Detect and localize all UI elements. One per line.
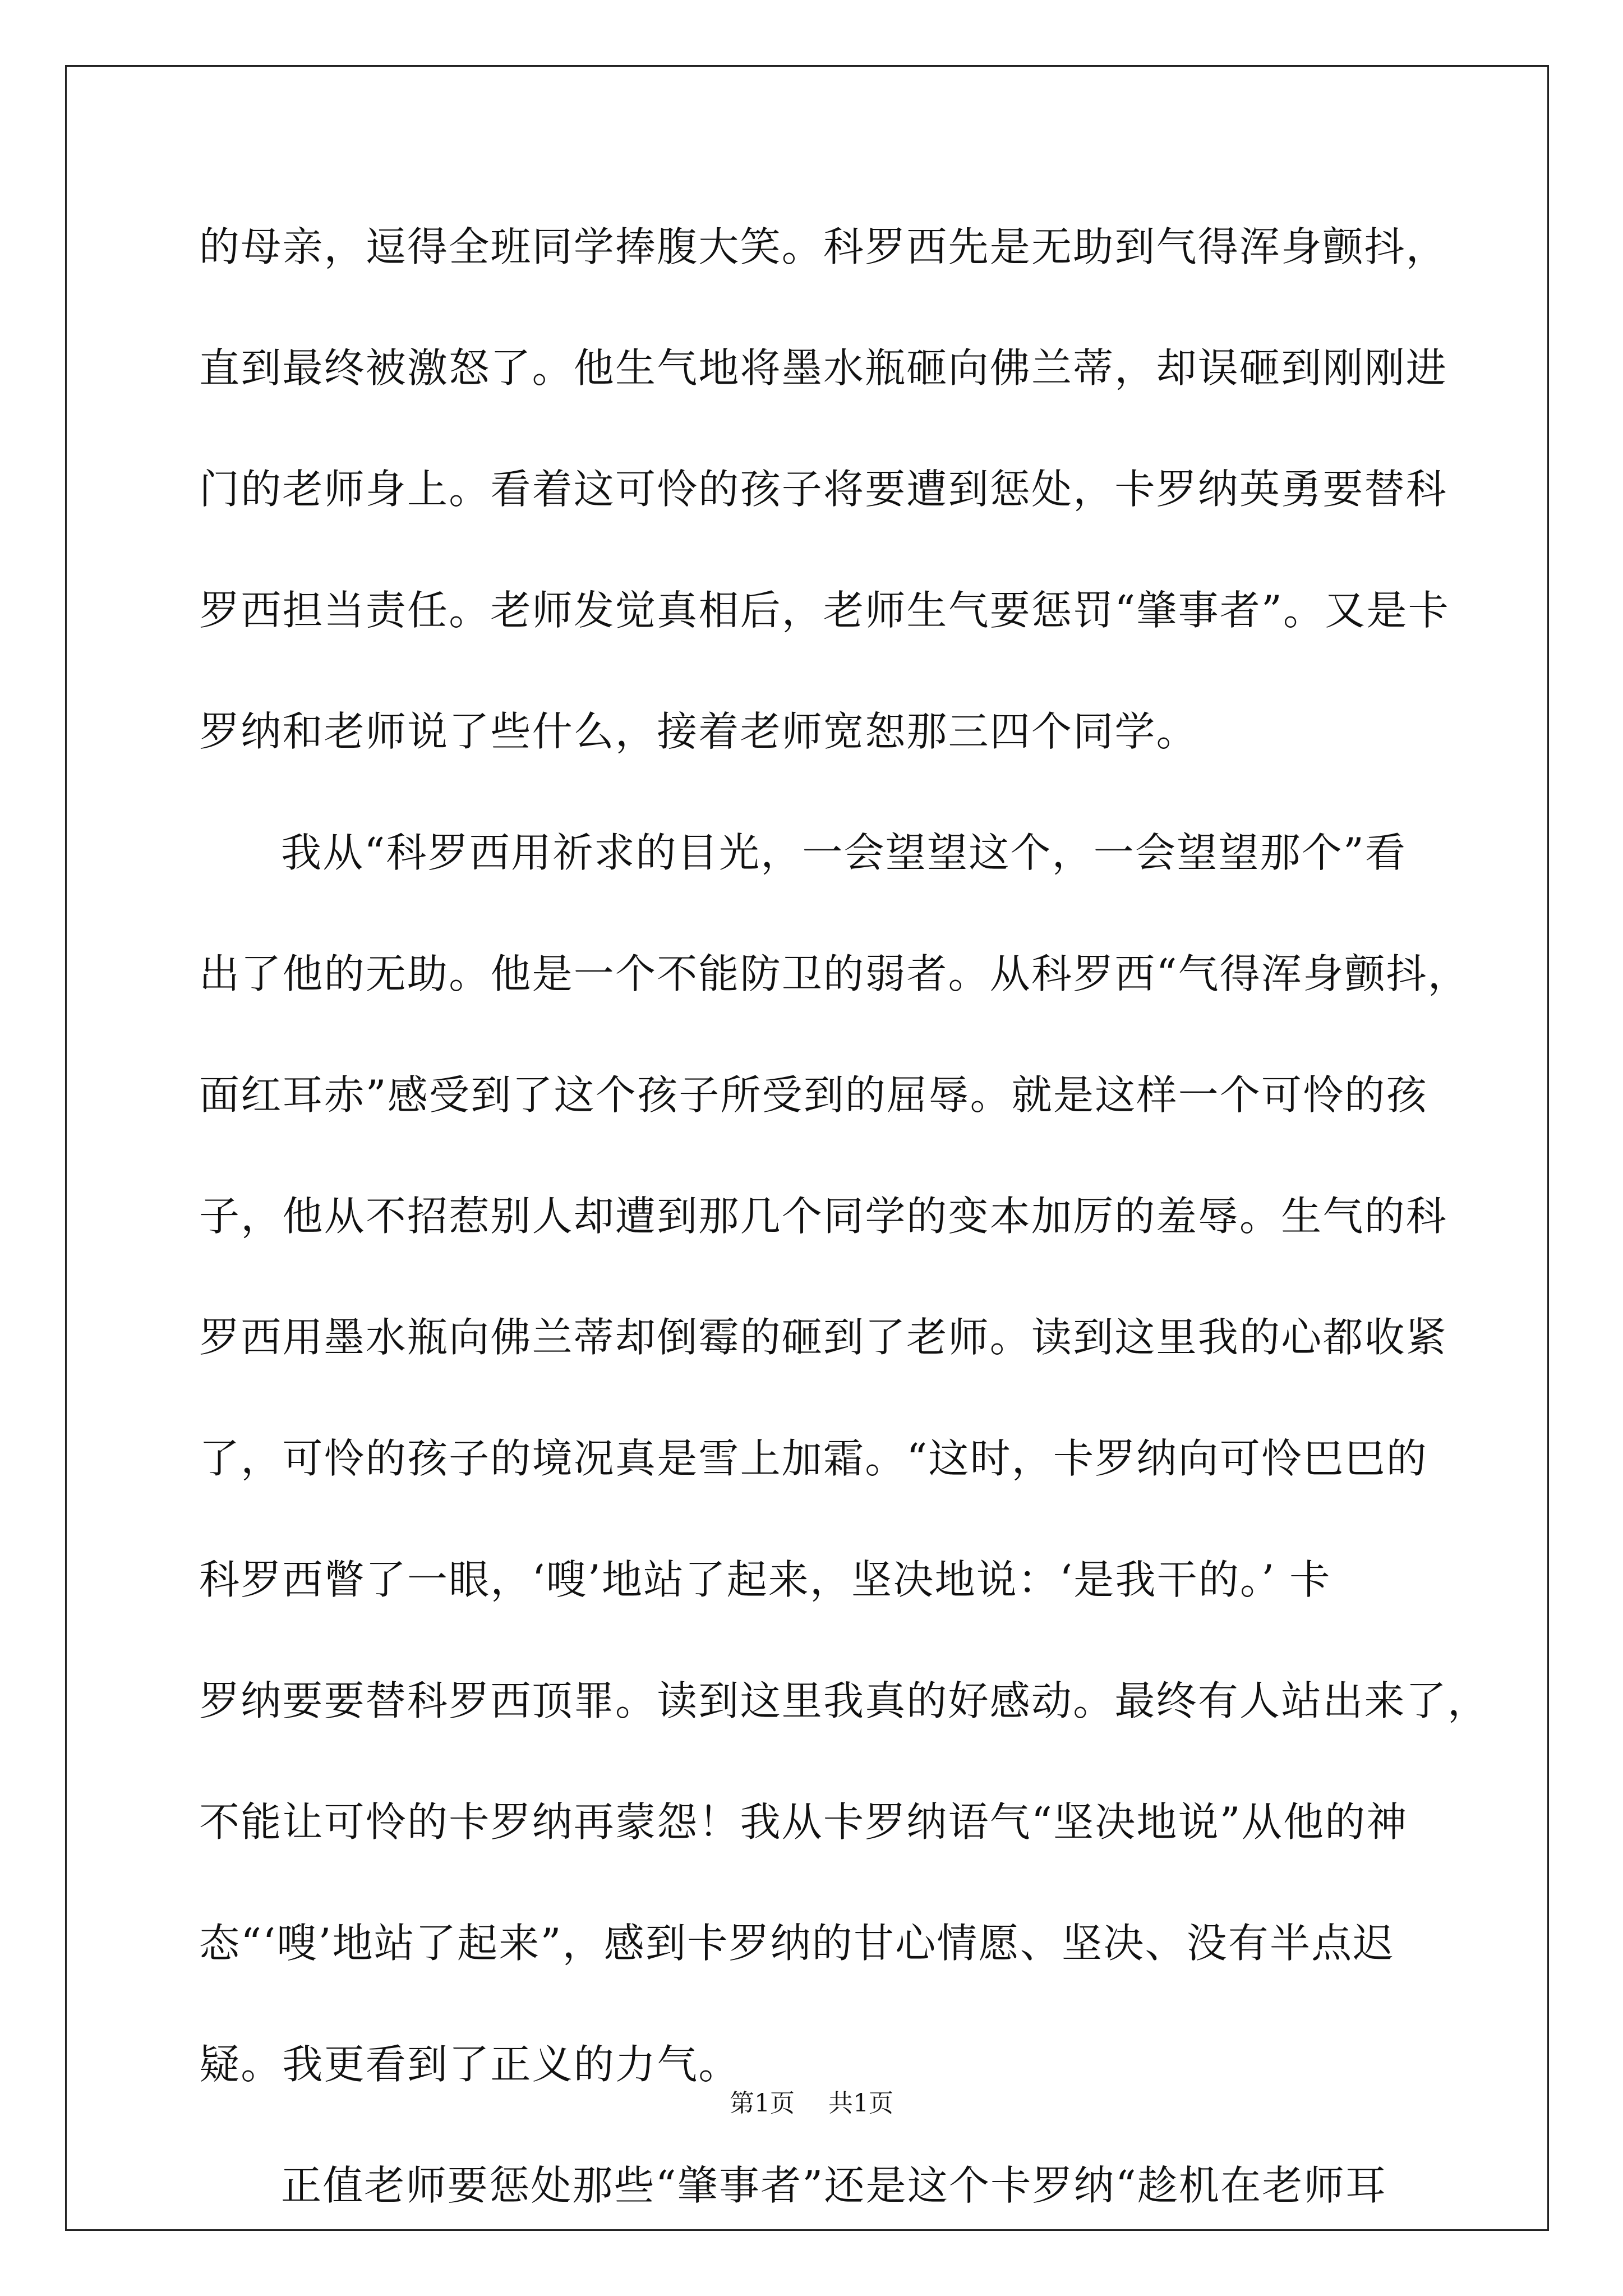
text-line-3: 门的老师身上。看着这可怜的孩子将要遭到惩处，卡罗纳英勇要替科: [199, 466, 1448, 513]
text-line-15: 态“‘嗖’地站了起来”，感到卡罗纳的甘心情愿、坚决、没有半点迟: [199, 1920, 1395, 1967]
text-line-9: 子，他从不招惹别人却遭到那几个同学的变本加厉的羞辱。生气的科: [199, 1193, 1448, 1240]
text-line-5: 罗纳和老师说了些什么，接着老师宽恕那三四个同学。: [199, 708, 1198, 755]
document-body: [199, 208, 1490, 2267]
text-line-10: 罗西用墨水瓶向佛兰蒂却倒霉的砸到了老师。读到这里我的心都收紧: [199, 1314, 1448, 1361]
text-line-7: 出了他的无助。他是一个不能防卫的弱者。从科罗西“气得浑身颤抖，: [199, 950, 1470, 997]
page-total: 共1页: [828, 2089, 893, 2118]
text-line-12: 科罗西瞥了一眼，‘嗖’地站了起来，坚决地说：‘是我干的。’ 卡: [199, 1556, 1331, 1603]
text-line-11: 了，可怜的孩子的境况真是雪上加霜。“这时，卡罗纳向可怜巴巴的: [199, 1435, 1428, 1482]
text-line-1: 的母亲，逗得全班同学捧腹大笑。科罗西先是无助到气得浑身颤抖，: [199, 223, 1448, 270]
text-line-14: 不能让可怜的卡罗纳再蒙怨！我从卡罗纳语气“坚决地说”从他的神: [199, 1798, 1408, 1846]
text-line-4: 罗西担当责任。老师发觉真相后，老师生气要惩罚“肇事者”。又是卡: [199, 587, 1450, 634]
text-line-8: 面红耳赤”感受到了这个孩子所受到的屈辱。就是这样一个可怜的孩: [199, 1071, 1428, 1119]
text-line-6: 我从“科罗西用祈求的目光，一会望望这个，一会望望那个”看: [281, 829, 1407, 876]
page-number: 第1页: [730, 2089, 795, 2118]
page-footer: [0, 2087, 1623, 2120]
text-line-2: 直到最终被激怒了。他生气地将墨水瓶砸向佛兰蒂，却误砸到刚刚进: [199, 344, 1448, 392]
text-line-16: 疑。我更看到了正义的力气。: [199, 2041, 740, 2088]
text-line-13: 罗纳要要替科罗西顶罪。读到这里我真的好感动。最终有人站出来了，: [199, 1677, 1490, 1724]
text-line-17: 正值老师要惩处那些“肇事者”还是这个卡罗纳“趁机在老师耳: [281, 2162, 1387, 2209]
